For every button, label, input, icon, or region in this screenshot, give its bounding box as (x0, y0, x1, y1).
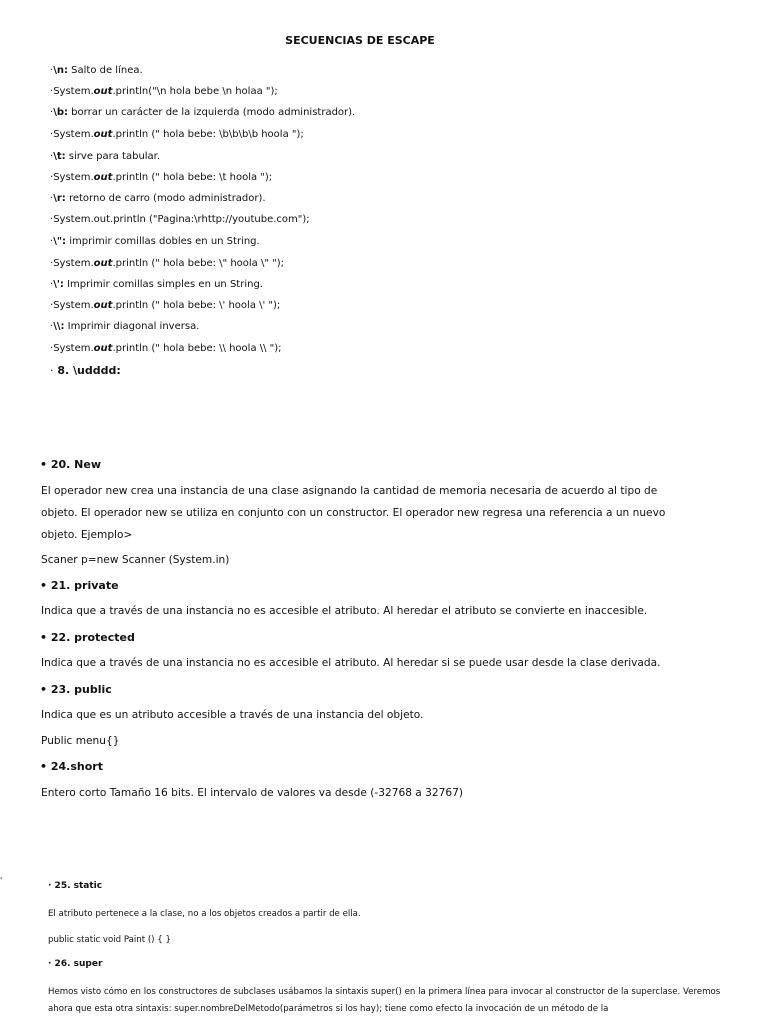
code-example-static: public static void Paint () { } (48, 935, 171, 945)
section-paragraph-new: El operador new crea una instancia de una clase asignando la cantidad de memoria necesaria de acuerdo al tipo de objeto. El operador new se utiliza en conjunto con un constructor. El operador new regresa una referencia a un nuevo objeto. Ejemplo> (41, 485, 666, 541)
escape-example: ·System.out.println ("Pagina:\rhttp://youtube.com"); (50, 214, 310, 225)
escape-item: ·\b: borrar un carácter de la izquierda (modo administrador). (50, 107, 356, 118)
escape-example: ·System.out.println (" hola bebe: \\ hoola \\ "); (50, 343, 282, 354)
section-paragraph-protected: Indica que a través de una instancia no es accesible el atributo. Al heredar si se puede usar desde la clase derivada. (41, 657, 661, 669)
escape-example: ·System.out.println (" hola bebe: \b\b\b\b hoola "); (50, 129, 304, 140)
section-paragraph-super: Hemos visto cómo en los constructores de subclases usábamos la sintaxis super() en la primera línea para invocar al constructor de la superclase. Veremos ahora que esta otra sintaxis: super.nombreDelMetodo(parámetros si los hay); tiene como efecto la invocación de un método de la (48, 987, 721, 1014)
section-heading-protected: • 22. protected (40, 631, 135, 644)
section-paragraph-static: El atributo pertenece a la clase, no a los objetos creados a partir de ella. (48, 909, 361, 919)
section-heading-new: • 20. New (40, 458, 102, 471)
escape-item: ·\\: Imprimir diagonal inversa. (50, 321, 200, 332)
section-heading-static: · 25. static (48, 881, 103, 891)
section-paragraph-private: Indica que a través de una instancia no es accesible el atributo. Al heredar el atributo se convierte en inaccesible. (41, 605, 648, 617)
section-heading-public: • 23. public (40, 683, 112, 696)
escape-example: ·System.out.println (" hola bebe: \" hoola \" "); (50, 258, 284, 269)
escape-example: ·System.out.println (" hola bebe: \t hoola "); (50, 172, 273, 183)
escape-item: ·\': Imprimir comillas simples en un String. (50, 279, 263, 290)
escape-example: ·System.out.println (" hola bebe: \' hoola \' "); (50, 300, 281, 311)
section-heading-super: · 26. super (48, 959, 103, 969)
section-paragraph-public: Indica que es un atributo accesible a través de una instancia del objeto. (41, 709, 424, 721)
document-title: SECUENCIAS DE ESCAPE (285, 34, 435, 47)
code-example-public: Public menu{} (41, 735, 120, 747)
escape-item: · 8. \udddd: (50, 364, 121, 377)
stray-mark: ' (0, 876, 3, 885)
section-paragraph-short: Entero corto Tamaño 16 bits. El intervalo de valores va desde (-32768 a 32767) (41, 787, 464, 799)
escape-item: ·\t: sirve para tabular. (50, 151, 161, 162)
section-heading-short: • 24.short (40, 760, 103, 773)
escape-item: ·\": imprimir comillas dobles en un String. (50, 236, 260, 247)
section-heading-private: • 21. private (40, 579, 119, 592)
escape-item: ·\r: retorno de carro (modo administrador). (50, 193, 266, 204)
escape-item: ·\n: Salto de línea. (50, 65, 143, 76)
escape-example: ·System.out.println("\n hola bebe \n holaa "); (50, 86, 278, 97)
code-example-new: Scaner p=new Scanner (System.in) (41, 554, 230, 566)
